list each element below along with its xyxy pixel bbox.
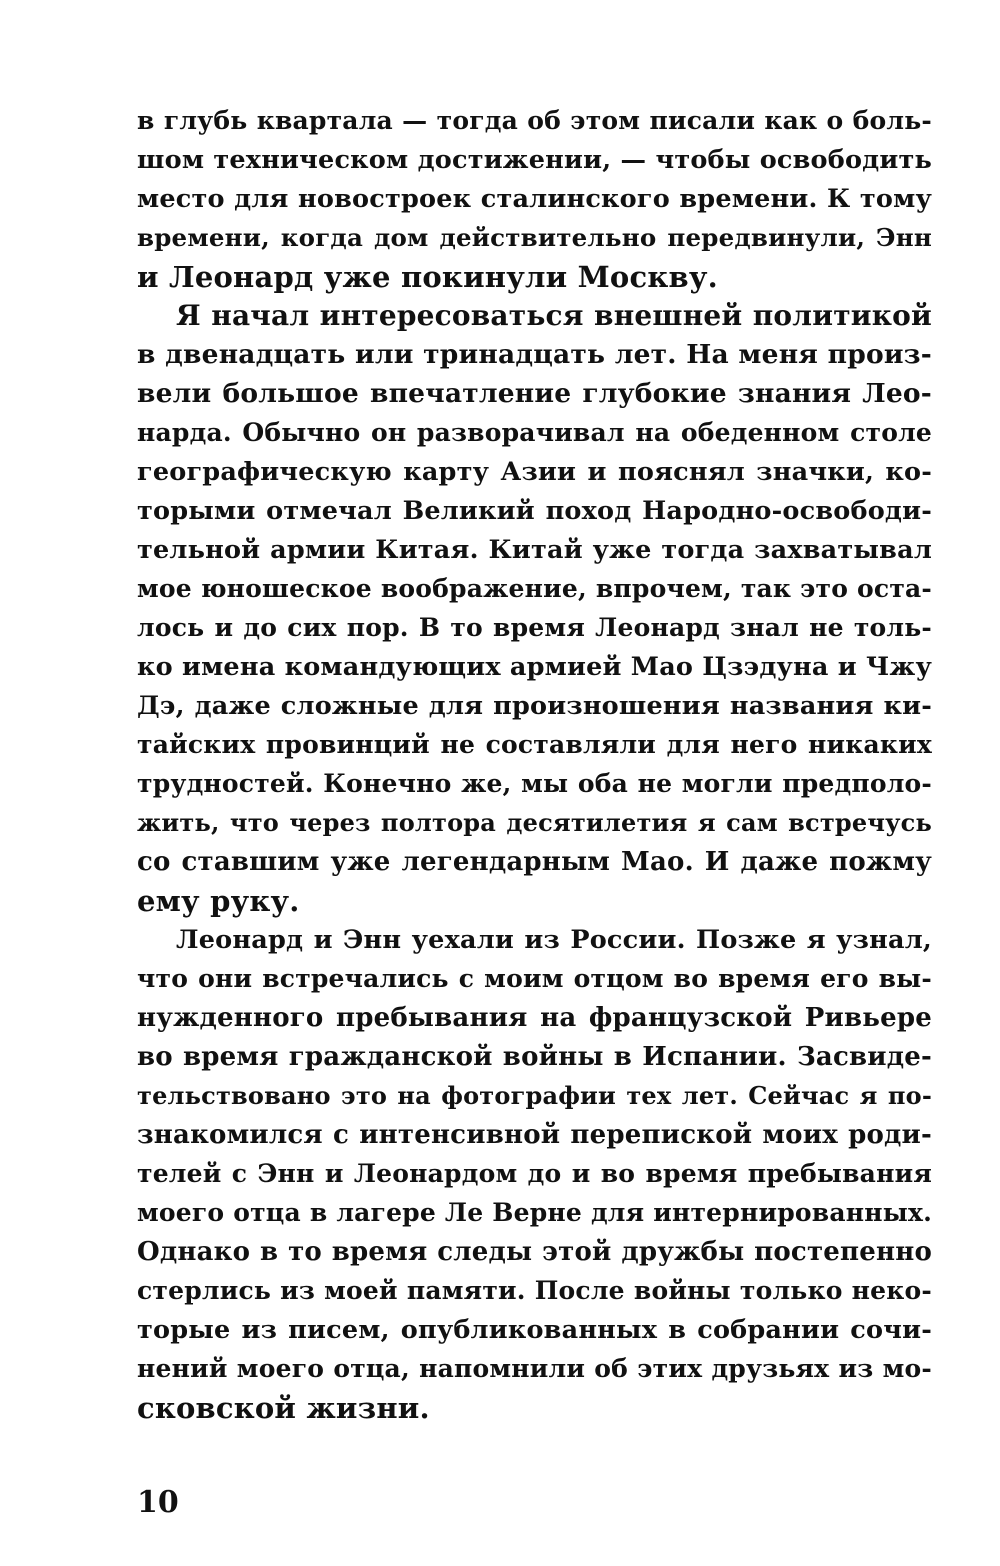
text-line-8: вели большое впечатление глубокие знания Лео- xyxy=(137,378,932,409)
text-line-31: стерлись из моей памяти. После войны только неко- xyxy=(137,1276,932,1305)
text-line-10: географическую карту Азии и пояснял значки, ко- xyxy=(137,457,932,487)
text-line-30: Однако в то время следы этой дружбы постепенно xyxy=(137,1237,932,1267)
text-line-15: ко имена командующих армией Мао Цзэдуна и Чжу xyxy=(137,652,932,682)
text-line-3: место для новостроек сталинского времени. К тому xyxy=(137,184,932,214)
text-line-17: тайских провинций не составляли для него никаких xyxy=(137,730,932,759)
text-line-22: Леонард и Энн уехали из России. Позже я узнал, xyxy=(176,925,932,955)
text-line-9: нарда. Обычно он разворачивал на обеденном столе xyxy=(137,418,932,447)
text-line-11: торыми отмечал Великий поход Народно-освободи- xyxy=(137,496,932,526)
text-line-12: тельной армии Китая. Китай уже тогда захватывал xyxy=(137,535,932,565)
text-line-26: тельствовано это на фотографии тех лет. Сейчас я по- xyxy=(137,1081,932,1110)
text-line-27: знакомился с интенсивной перепиской моих роди- xyxy=(137,1120,932,1150)
text-line-24: нужденного пребывания на французской Ривьере xyxy=(137,1003,932,1033)
text-line-19: жить, что через полтора десятилетия я сам встречусь xyxy=(137,808,932,837)
text-line-32: торые из писем, опубликованных в собрании сочи- xyxy=(137,1315,932,1345)
text-line-20: со ставшим уже легендарным Мао. И даже пожму xyxy=(137,847,932,877)
text-line-16: Дэ, даже сложные для произношения названия ки- xyxy=(137,691,932,721)
text-line-34: сковской жизни. xyxy=(137,1391,430,1425)
text-line-23: что они встречались с моим отцом во время его вы- xyxy=(137,964,932,993)
text-line-25: во время гражданской войны в Испании. Засвиде- xyxy=(137,1042,932,1072)
text-line-21: ему руку. xyxy=(137,884,300,918)
text-line-28: телей с Энн и Леонардом до и во время пребывания xyxy=(137,1159,932,1188)
text-line-18: трудностей. Конечно же, мы оба не могли предполо- xyxy=(137,769,932,798)
text-line-13: мое юношеское воображение, впрочем, так это оста- xyxy=(137,574,932,603)
text-line-4: времени, когда дом действительно передвинули, Энн xyxy=(137,223,932,252)
text-line-2: шом техническом достижении, — чтобы освободить xyxy=(137,145,932,175)
text-line-7: в двенадцать или тринадцать лет. На меня произ- xyxy=(137,339,932,370)
text-line-6: Я начал интересоваться внешней политикой xyxy=(176,299,932,332)
text-line-5: и Леонард уже покинули Москву. xyxy=(137,260,718,294)
text-line-29: моего отца в лагере Ле Верне для интернированных. xyxy=(137,1198,932,1227)
text-line-1: в глубь квартала — тогда об этом писали как о боль- xyxy=(137,106,932,135)
page-number: 10 xyxy=(137,1485,179,1520)
text-line-33: нений моего отца, напомнили об этих друзьях из мо- xyxy=(137,1354,932,1383)
text-line-14: лось и до сих пор. В то время Леонард знал не толь- xyxy=(137,613,932,642)
